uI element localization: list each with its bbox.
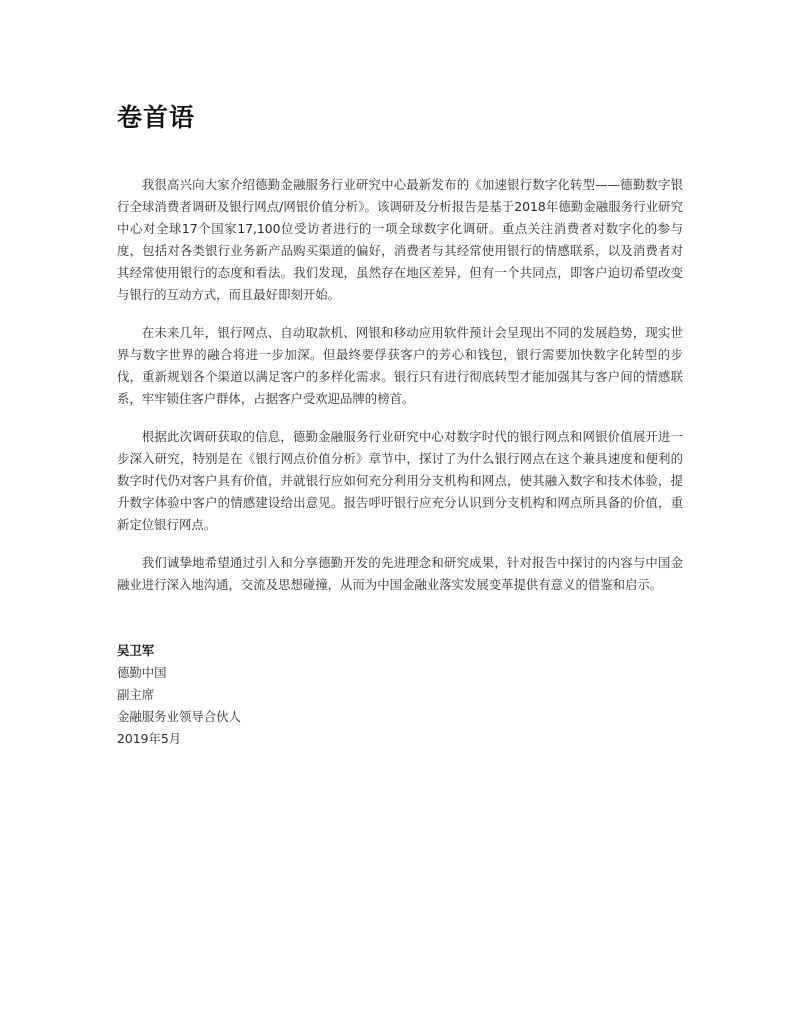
signature-role: 金融服务业领导合伙人 — [117, 709, 241, 724]
signature-date: 2019年5月 — [117, 731, 182, 746]
body-text — [117, 174, 683, 612]
page-title: 卷首语 — [117, 103, 196, 132]
paragraph-3: 根据此次调研获取的信息，德勤金融服务行业研究中心对数字时代的银行网点和网银价值展开进一步深入研究，特别是在《银行网点价值分析》章节中，探讨了为什么银行网点在这个兼具速度和便利的数字时代仍对客户具有价值，并就银行应如何充分利用分支机构和网点，使其融入数字和技术体验，提升数字体验中客户的情感建设给出意见。报告呼吁银行应充分认识到分支机构和网点所具备的价值，重新定位银行网点。 — [117, 429, 683, 532]
paragraph-4: 我们诚挚地希望通过引入和分享德勤开发的先进理念和研究成果，针对报告中探讨的内容与中国金融业进行深入地沟通，交流及思想碰撞，从而为中国金融业落实发展变革提供有意义的借鉴和启示。 — [117, 555, 683, 592]
signature-organization: 德勤中国 — [117, 665, 167, 680]
paragraph-2: 在未来几年，银行网点、自动取款机、网银和移动应用软件预计会呈现出不同的发展趋势，现实世界与数字世界的融合将进一步加深。但最终要俘获客户的芳心和钱包，银行需要加快数字化转型的步伐，重新规划各个渠道以满足客户的多样化需求。银行只有进行彻底转型才能加强其与客户间的情感联系，牢牢锁住客户群体，占据客户受欢迎品牌的榜首。 — [117, 325, 683, 406]
signature-position: 副主席 — [117, 687, 155, 702]
signature-name: 吴卫军 — [117, 643, 155, 658]
signature-block — [117, 640, 517, 750]
paragraph-1: 我很高兴向大家介绍德勤金融服务行业研究中心最新发布的《加速银行数字化转型——德勤数字银行全球消费者调研及银行网点/网银价值分析》。该调研及分析报告是基于2018年德勤金融服务行业研究中心对全球17个国家17,100位受访者进行的一项全球数字化调研。重点关注消费者对数字化的参与度，包括对各类银行业务新产品购买渠道的偏好，消费者与其经常使用银行的情感联系，以及消费者对其经常使用银行的态度和看法。我们发现，虽然存在地区差异，但有一个共同点，即客户迫切希望改变与银行的互动方式，而且最好即刻开始。 — [117, 177, 683, 302]
